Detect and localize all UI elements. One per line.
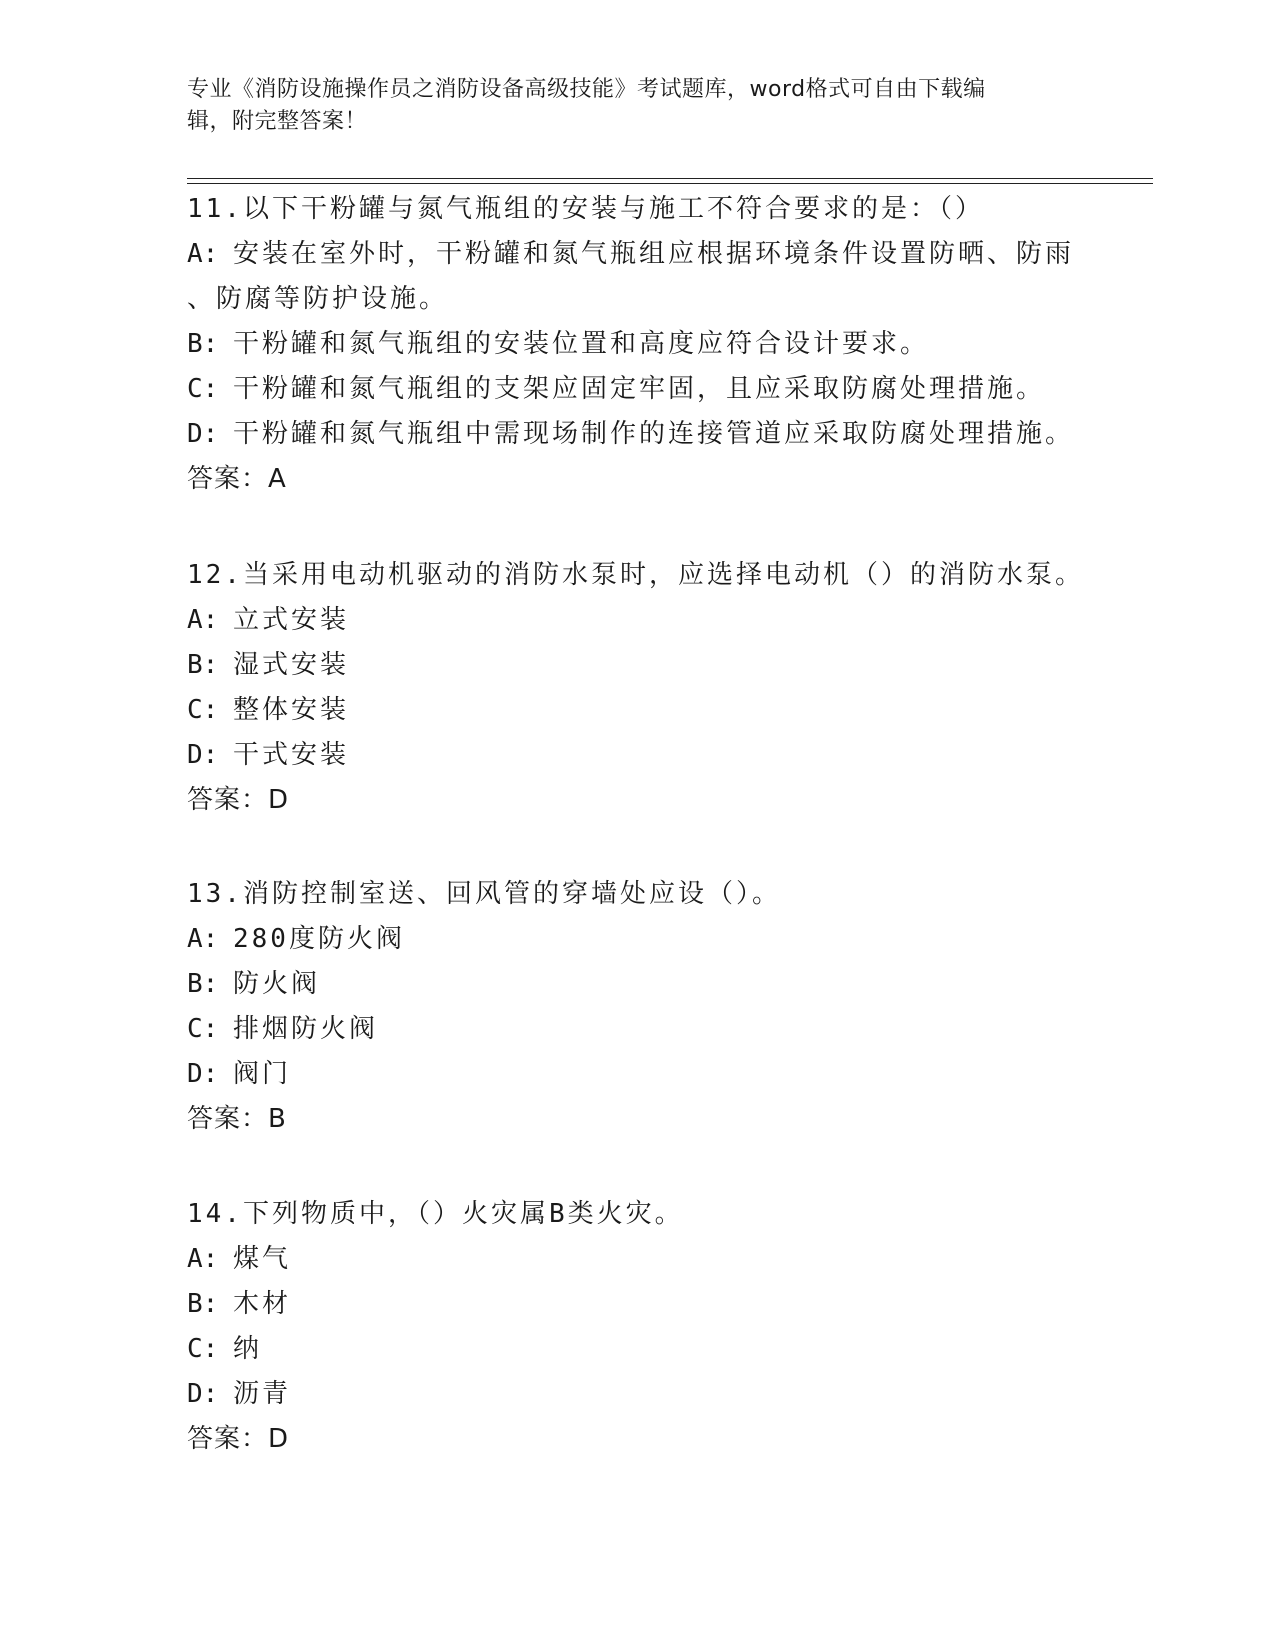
option-c <box>187 1007 1087 1052</box>
option-key: B: <box>187 1289 219 1319</box>
option-d <box>187 1372 1087 1417</box>
question-14 <box>187 1192 1087 1462</box>
option-key: C: <box>187 1014 219 1044</box>
option-key: D: <box>187 1379 219 1409</box>
question-stem: 14.下列物质中，（）火灾属B类火灾。 <box>187 1199 684 1229</box>
option-a <box>187 598 1087 643</box>
option-b <box>187 643 1087 688</box>
option-key: A: <box>187 924 219 954</box>
option-text: 安装在室外时，干粉罐和氮气瓶组应根据环境条件设置防晒、防雨 <box>233 239 1075 269</box>
header-line-2: 辑，附完整答案！ <box>187 109 368 134</box>
option-key: A: <box>187 605 219 635</box>
option-c <box>187 688 1087 733</box>
option-key: C: <box>187 1334 219 1364</box>
question-stem: 13.消防控制室送、回风管的穿墙处应设（）。 <box>187 879 781 909</box>
option-a <box>187 232 1087 277</box>
header-line-1: 专业《消防设施操作员之消防设备高级技能》考试题库，word格式可自由下载编 <box>187 77 986 102</box>
option-text: 排烟防火阀 <box>233 1014 379 1044</box>
option-b <box>187 962 1087 1007</box>
answer-line: 答案：D <box>187 785 290 815</box>
option-d <box>187 412 1087 457</box>
header-divider-top <box>187 178 1153 179</box>
option-d <box>187 1052 1087 1097</box>
option-d <box>187 733 1087 778</box>
option-c <box>187 1327 1087 1372</box>
option-text: 纳 <box>233 1334 263 1364</box>
option-text: 干式安装 <box>233 740 350 770</box>
option-text: 湿式安装 <box>233 650 350 680</box>
answer-line: 答案：B <box>187 1104 287 1134</box>
option-b <box>187 1282 1087 1327</box>
option-text: 沥青 <box>233 1379 292 1409</box>
option-text: 整体安装 <box>233 695 350 725</box>
option-key: B: <box>187 329 219 359</box>
option-text: 立式安装 <box>233 605 350 635</box>
question-stem: 11.以下干粉罐与氮气瓶组的安装与施工不符合要求的是：（） <box>187 194 984 224</box>
option-a <box>187 917 1087 962</box>
option-b <box>187 322 1087 367</box>
option-key: A: <box>187 239 219 269</box>
option-text: 280度防火阀 <box>233 924 405 954</box>
option-key: D: <box>187 1059 219 1089</box>
option-key: A: <box>187 1244 219 1274</box>
option-text: 木材 <box>233 1289 292 1319</box>
option-text: 干粉罐和氮气瓶组的支架应固定牢固，且应采取防腐处理措施。 <box>233 374 1046 404</box>
header-divider-bottom <box>187 183 1153 184</box>
option-key: D: <box>187 419 219 449</box>
option-key: B: <box>187 969 219 999</box>
option-c <box>187 367 1087 412</box>
question-stem: 12.当采用电动机驱动的消防水泵时，应选择电动机（）的消防水泵。 <box>187 560 1084 590</box>
option-a-continued: 、防腐等防护设施。 <box>187 284 449 314</box>
option-text: 干粉罐和氮气瓶组中需现场制作的连接管道应采取防腐处理措施。 <box>233 419 1075 449</box>
option-key: B: <box>187 650 219 680</box>
question-13 <box>187 872 1087 1142</box>
answer-line: 答案：D <box>187 1424 290 1454</box>
document-header <box>187 74 1067 138</box>
option-text: 煤气 <box>233 1244 292 1274</box>
option-text: 防火阀 <box>233 969 321 999</box>
option-text: 阀门 <box>233 1059 292 1089</box>
answer-line: 答案：A <box>187 464 287 494</box>
question-12 <box>187 553 1087 823</box>
option-text: 干粉罐和氮气瓶组的安装位置和高度应符合设计要求。 <box>233 329 930 359</box>
option-key: D: <box>187 740 219 770</box>
question-11 <box>187 187 1087 502</box>
option-key: C: <box>187 374 219 404</box>
option-key: C: <box>187 695 219 725</box>
option-a <box>187 1237 1087 1282</box>
